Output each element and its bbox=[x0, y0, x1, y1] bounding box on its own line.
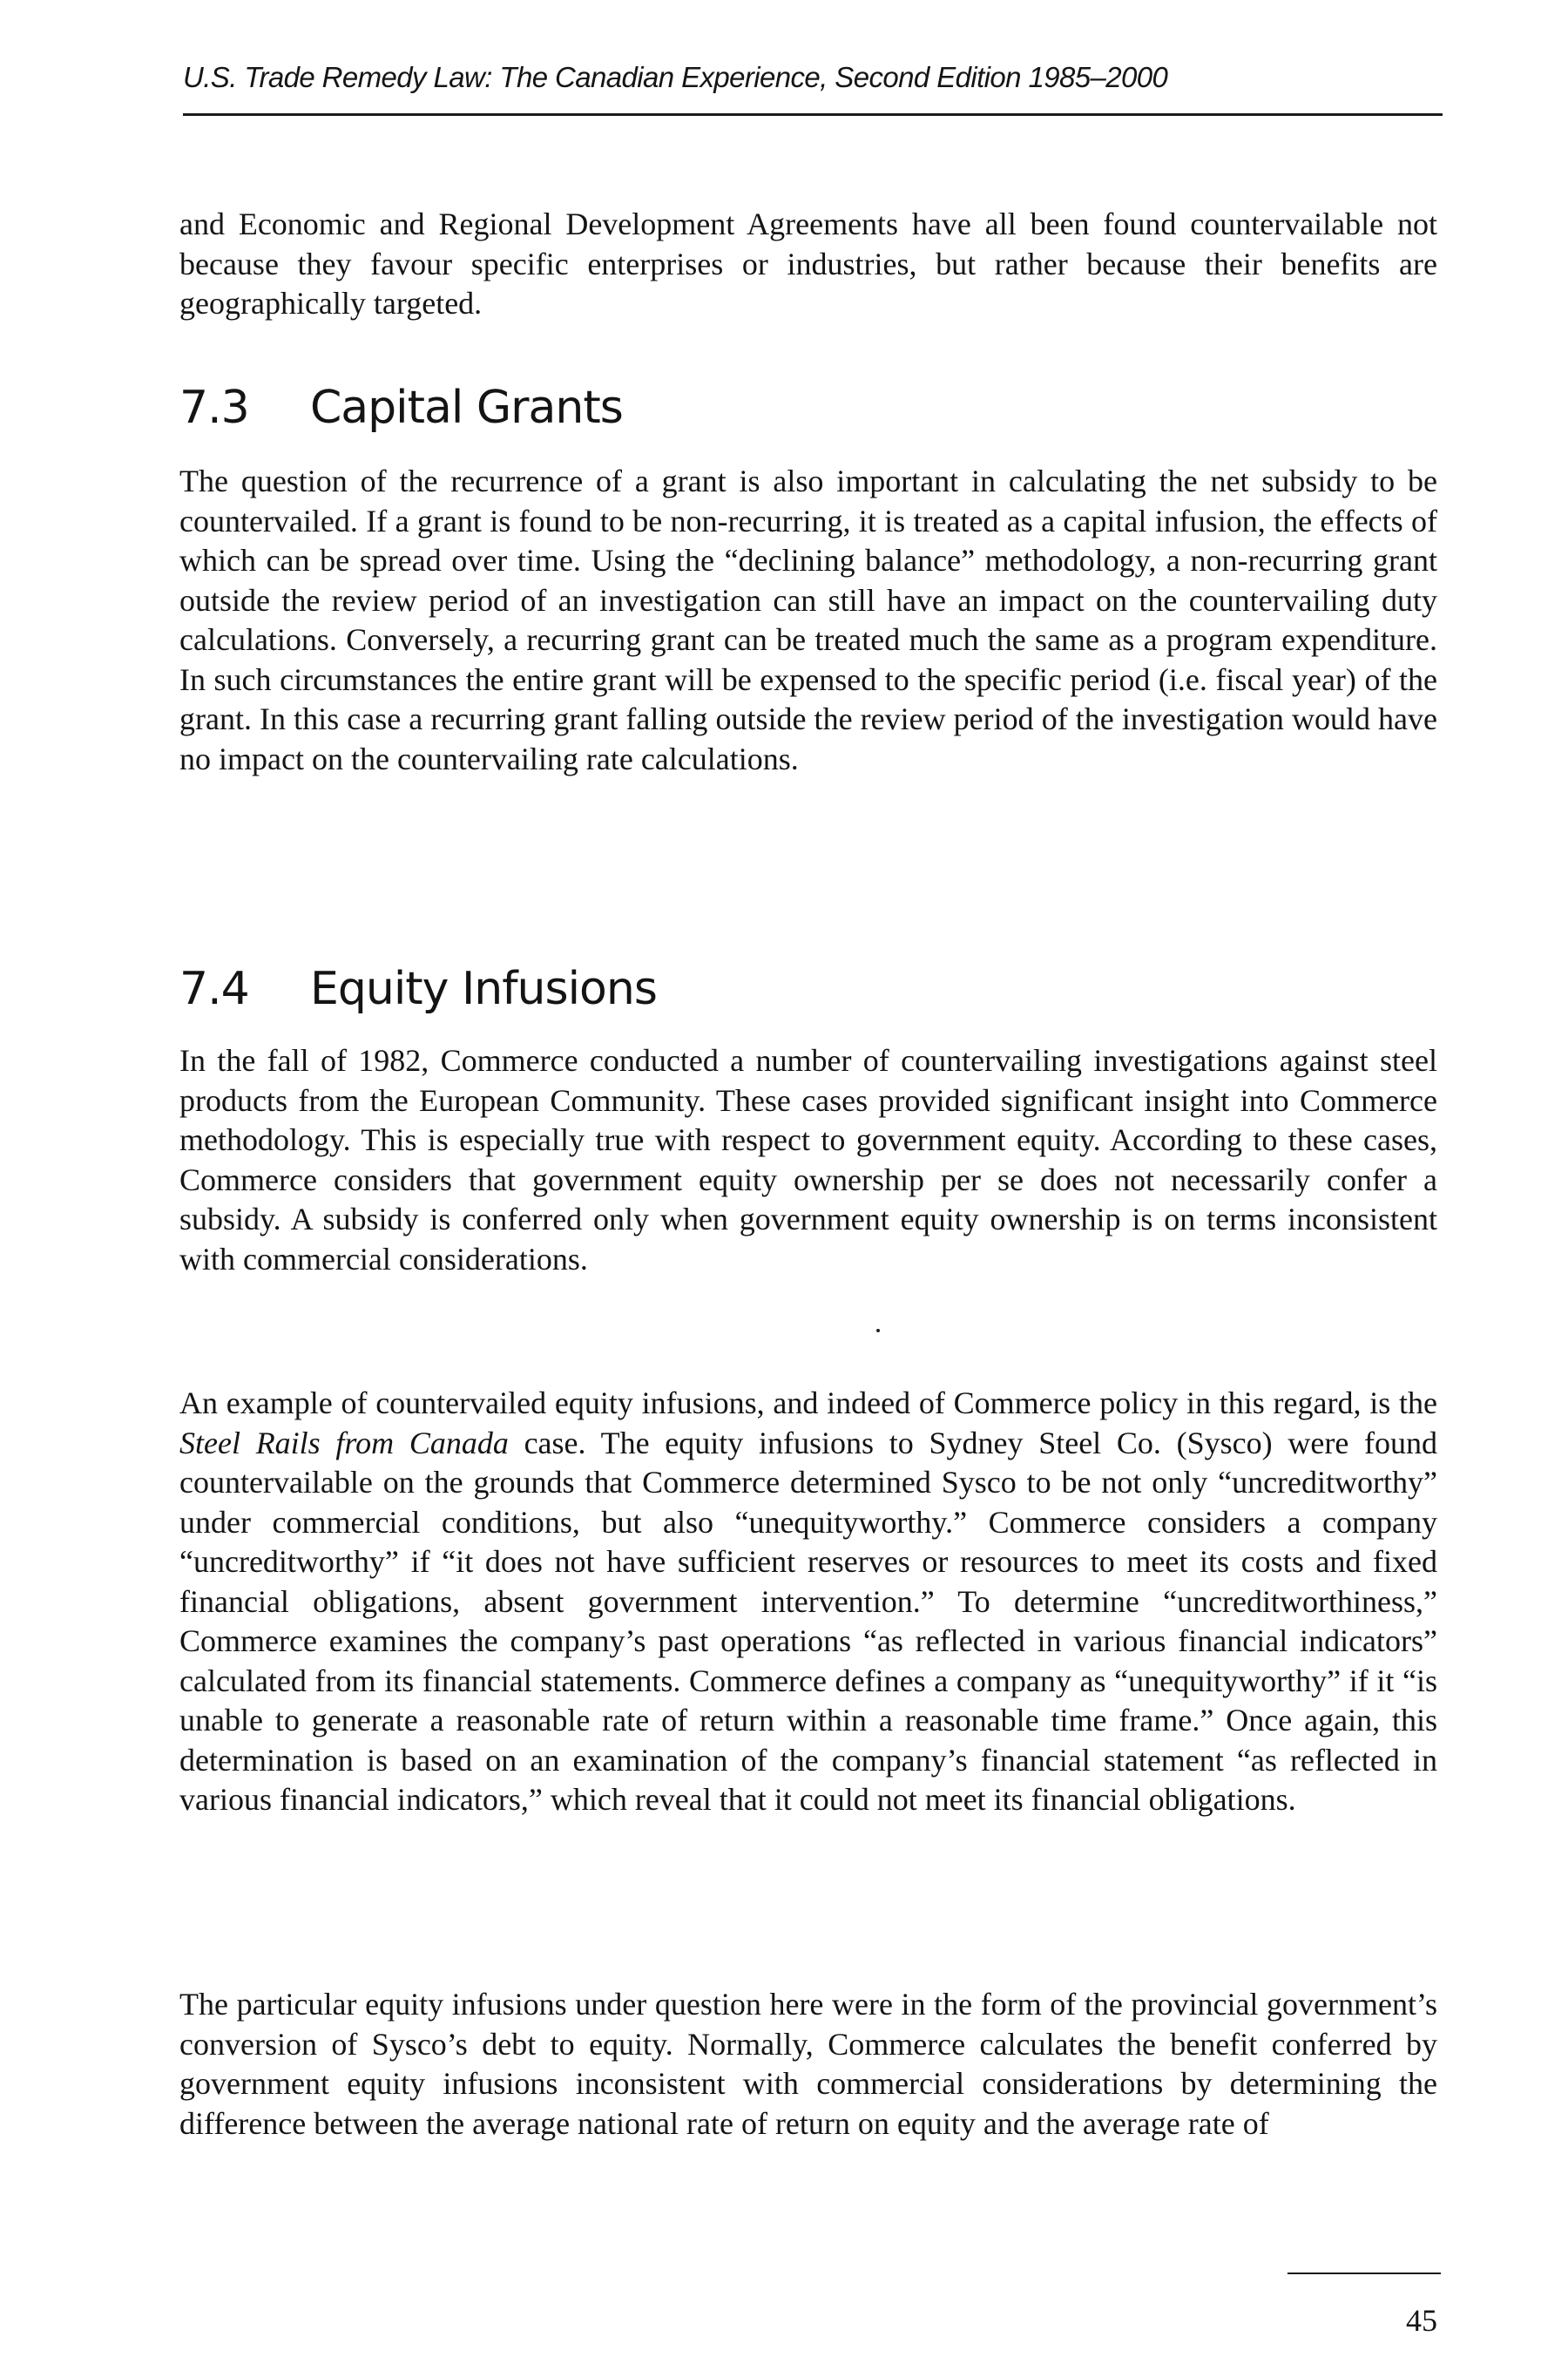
paragraph-text-after-case: case. The equity infusions to Sydney Steel Co. (Sysco) were found countervailable on the grounds that Commerce determined Sysco to be not only “uncreditworthy” under commercial conditions, but also “unequityworthy.” Commerce considers a company “uncreditworthy” if “it does not have sufficient reserves or resources to meet its costs and fixed financial obligations, absent government intervention.” To determine “uncreditworthiness,” Commerce examines the company’s past operations “as reflected in various financial indicators” calculated from its financial statements. Commerce defines a company as “unequityworthy” if it “is unable to generate a reasonable rate of return within a reasonable time frame.” Once again, this determination is based on an examination of the company’s financial statement “as reflected in various financial indicators,” which reveal that it could not meet its financial obligations. bbox=[179, 1425, 1438, 1817]
section-number: 7.4 bbox=[179, 963, 249, 1015]
section-7-4-paragraph-1-block bbox=[179, 1041, 1437, 1279]
section-title: Capital Grants bbox=[310, 382, 623, 434]
stray-mark bbox=[876, 1329, 880, 1332]
paragraph-debt-conversion: The particular equity infusions under question here were in the form of the provincial government’s conversion of Sysco’s debt to equity. Normally, Commerce calculates the benefit conferred by government equity infusions inconsistent with commercial considerations by determining the difference between the average national rate of return on equity and the average rate of bbox=[179, 1987, 1437, 2141]
section-heading-7-3 bbox=[179, 382, 623, 434]
section-title: Equity Infusions bbox=[310, 963, 657, 1015]
case-name: Steel Rails from Canada bbox=[179, 1425, 509, 1460]
page-number: 45 bbox=[1406, 2303, 1437, 2338]
running-header: U.S. Trade Remedy Law: The Canadian Experience, Second Edition 1985–2000 bbox=[183, 61, 1168, 93]
intro-paragraph: and Economic and Regional Development Agreements have all been found countervailable not because they favour specific enterprises or industries, but rather because their benefits are geographically targeted. bbox=[179, 207, 1437, 321]
footer-rule bbox=[1288, 2273, 1441, 2274]
header-rule bbox=[183, 113, 1443, 116]
intro-paragraph-block bbox=[179, 205, 1437, 324]
section-number: 7.3 bbox=[179, 382, 249, 434]
section-7-4-paragraph-3-block bbox=[179, 1985, 1437, 2144]
paragraph-text-before-case: An example of countervailed equity infusions, and indeed of Commerce policy in this regard, is the bbox=[179, 1385, 1437, 1420]
section-7-3-body bbox=[179, 462, 1437, 779]
paragraph-capital-grants: The question of the recurrence of a grant is also important in calculating the net subsidy to be countervailed. If a grant is found to be non-recurring, it is treated as a capital infusion, the effects of which can be spread over time. Using the “declining balance” methodology, a non-recurring grant outside the review period of an investigation can still have an impact on the countervailing duty calculations. Conversely, a recurring grant can be treated much the same as a program expenditure. In such circumstances the entire grant will be expensed to the specific period (i.e. fiscal year) of the grant. In this case a recurring grant falling outside the review period of the investigation would have no impact on the countervailing rate calculations. bbox=[179, 464, 1437, 776]
paragraph-steel-rails-case bbox=[179, 1384, 1437, 1820]
paragraph-equity-steel-cases: In the fall of 1982, Commerce conducted a number of countervailing investigations against steel products from the European Community. These cases provided significant insight into Commerce methodology. This is especially true with respect to government equity. According to these cases, Commerce considers that government equity ownership per se does not necessarily confer a subsidy. A subsidy is conferred only when government equity ownership is on terms inconsistent with commercial considerations. bbox=[179, 1043, 1437, 1277]
section-heading-7-4 bbox=[179, 963, 657, 1015]
section-7-4-paragraph-2-block bbox=[179, 1384, 1437, 1820]
